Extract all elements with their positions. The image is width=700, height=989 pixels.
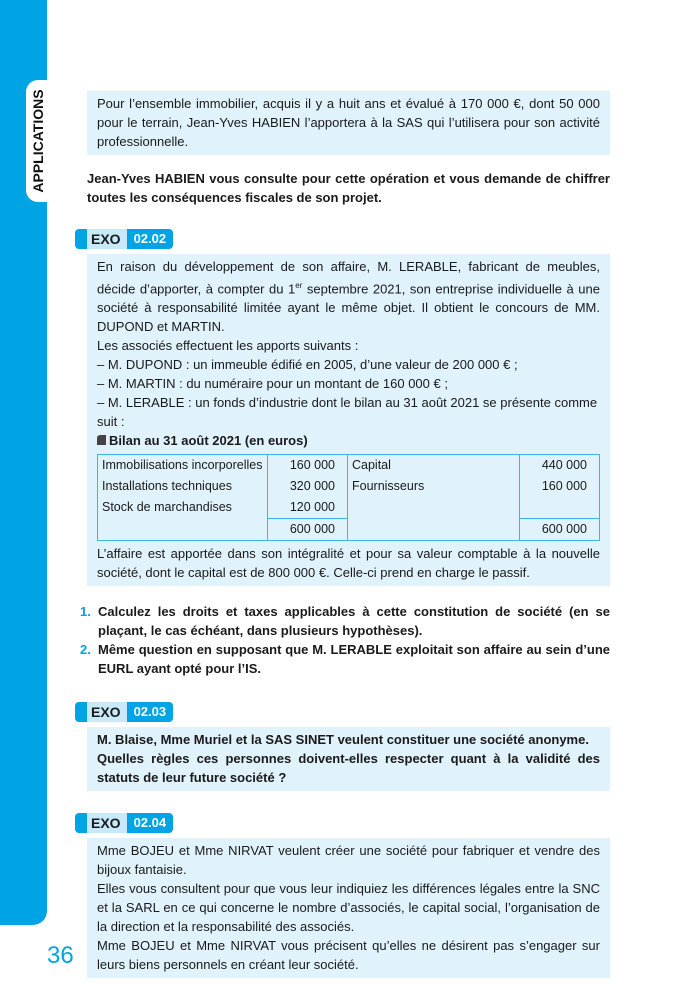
table-row: Stock de marchandises 120 000	[98, 497, 600, 519]
content	[80, 0, 610, 978]
balance-sheet-table	[97, 454, 600, 541]
section-tab-label: APPLICATIONS	[30, 89, 46, 193]
bullet-icon	[97, 435, 106, 445]
exo-0204-p1: Mme BOJEU et Mme NIRVAT veulent créer une société pour fabriquer et vendre des bijoux fantaisie.	[97, 843, 600, 878]
question-2: 2. Même question en supposant que M. LERABLE exploitait son affaire au sein d’une EURL ayant opté pour l’IS.	[80, 642, 610, 677]
exo-0204-p2: Elles vous consultent pour que vous leur indiquiez les différences légales entre la SNC et la SARL en ce qui concerne le nombre d’associés, le capital social, l’organisation de la direction et la responsabilité des associés.	[97, 881, 600, 935]
exo-0203-line1: M. Blaise, Mme Muriel et la SAS SINET veulent constituer une société anonyme.	[97, 732, 589, 748]
exo-label: EXO	[87, 229, 127, 249]
exo-0204-p3: Mme BOJEU et Mme NIRVAT vous précisent qu’elles ne désirent pas s’engager sur leurs biens personnels en créant leur société.	[97, 938, 600, 973]
exo-0202-questions	[80, 602, 610, 678]
exo-number: 02.02	[127, 229, 174, 249]
table-row: Immobilisations incorporelles 160 000 Capital 440 000	[98, 455, 600, 477]
table-total-row: 600 000 600 000	[98, 519, 600, 541]
list-item: – M. DUPOND : un immeuble édifié en 2005, d’une valeur de 200 000 € ;	[97, 357, 518, 373]
intro-box	[87, 91, 610, 155]
list-item: – M. MARTIN : du numéraire pour un montant de 160 000 € ;	[97, 376, 448, 392]
page-number: 36	[47, 942, 74, 969]
list-item: – M. LERABLE : un fonds d’industrie dont le bilan au 31 août 2021 se présente comme suit :	[97, 395, 598, 430]
exo-0202-paragraph: En raison du développement de son affaire, M. LERABLE, fabricant de meubles, décide d’apporter, à compter du 1er septembre 2021, son entreprise individuelle à une société à responsabilité limitée ayant le même objet. Il obtient le concours de MM. DUPOND et MARTIN.	[97, 259, 600, 335]
exo-header-0202	[75, 229, 610, 249]
table-title: Bilan au 31 août 2021 (en euros)	[97, 431, 600, 450]
intro-question: Jean-Yves HABIEN vous consulte pour cette opération et vous demande de chiffrer toutes les conséquences fiscales de son projet.	[87, 171, 610, 205]
exo-0202-box	[87, 254, 610, 586]
exo-0204-box	[87, 838, 610, 978]
exo-header-0203: EXO 02.03	[75, 702, 610, 722]
exo-0202-conclusion: L’affaire est apportée dans son intégralité et pour sa valeur comptable à la nouvelle société, dont le capital est de 800 000 €. Celle-ci prend en charge le passif.	[97, 546, 600, 581]
exo-0202-intro-list: Les associés effectuent les apports suivants :	[97, 338, 359, 354]
question-1: 1. Calculez les droits et taxes applicables à cette constitution de société (en se plaçant, le cas échéant, dans plusieurs hypothèses).	[80, 604, 610, 639]
exo-header-0204: EXO 02.04	[75, 813, 610, 833]
intro-text: Pour l’ensemble immobilier, acquis il y a huit ans et évalué à 170 000 €, dont 50 000 pour le terrain, Jean-Yves HABIEN l’apportera à la SAS qui l’utilisera pour son activité professionnelle.	[97, 96, 600, 149]
exo-0203-question: Quelles règles ces personnes doivent-elles respecter quant à la validité des statuts de leur future société ?	[97, 751, 600, 786]
exo-0203-box	[87, 727, 610, 791]
table-row: Installations techniques 320 000 Fournisseurs 160 000	[98, 476, 600, 497]
section-tab	[26, 80, 50, 202]
